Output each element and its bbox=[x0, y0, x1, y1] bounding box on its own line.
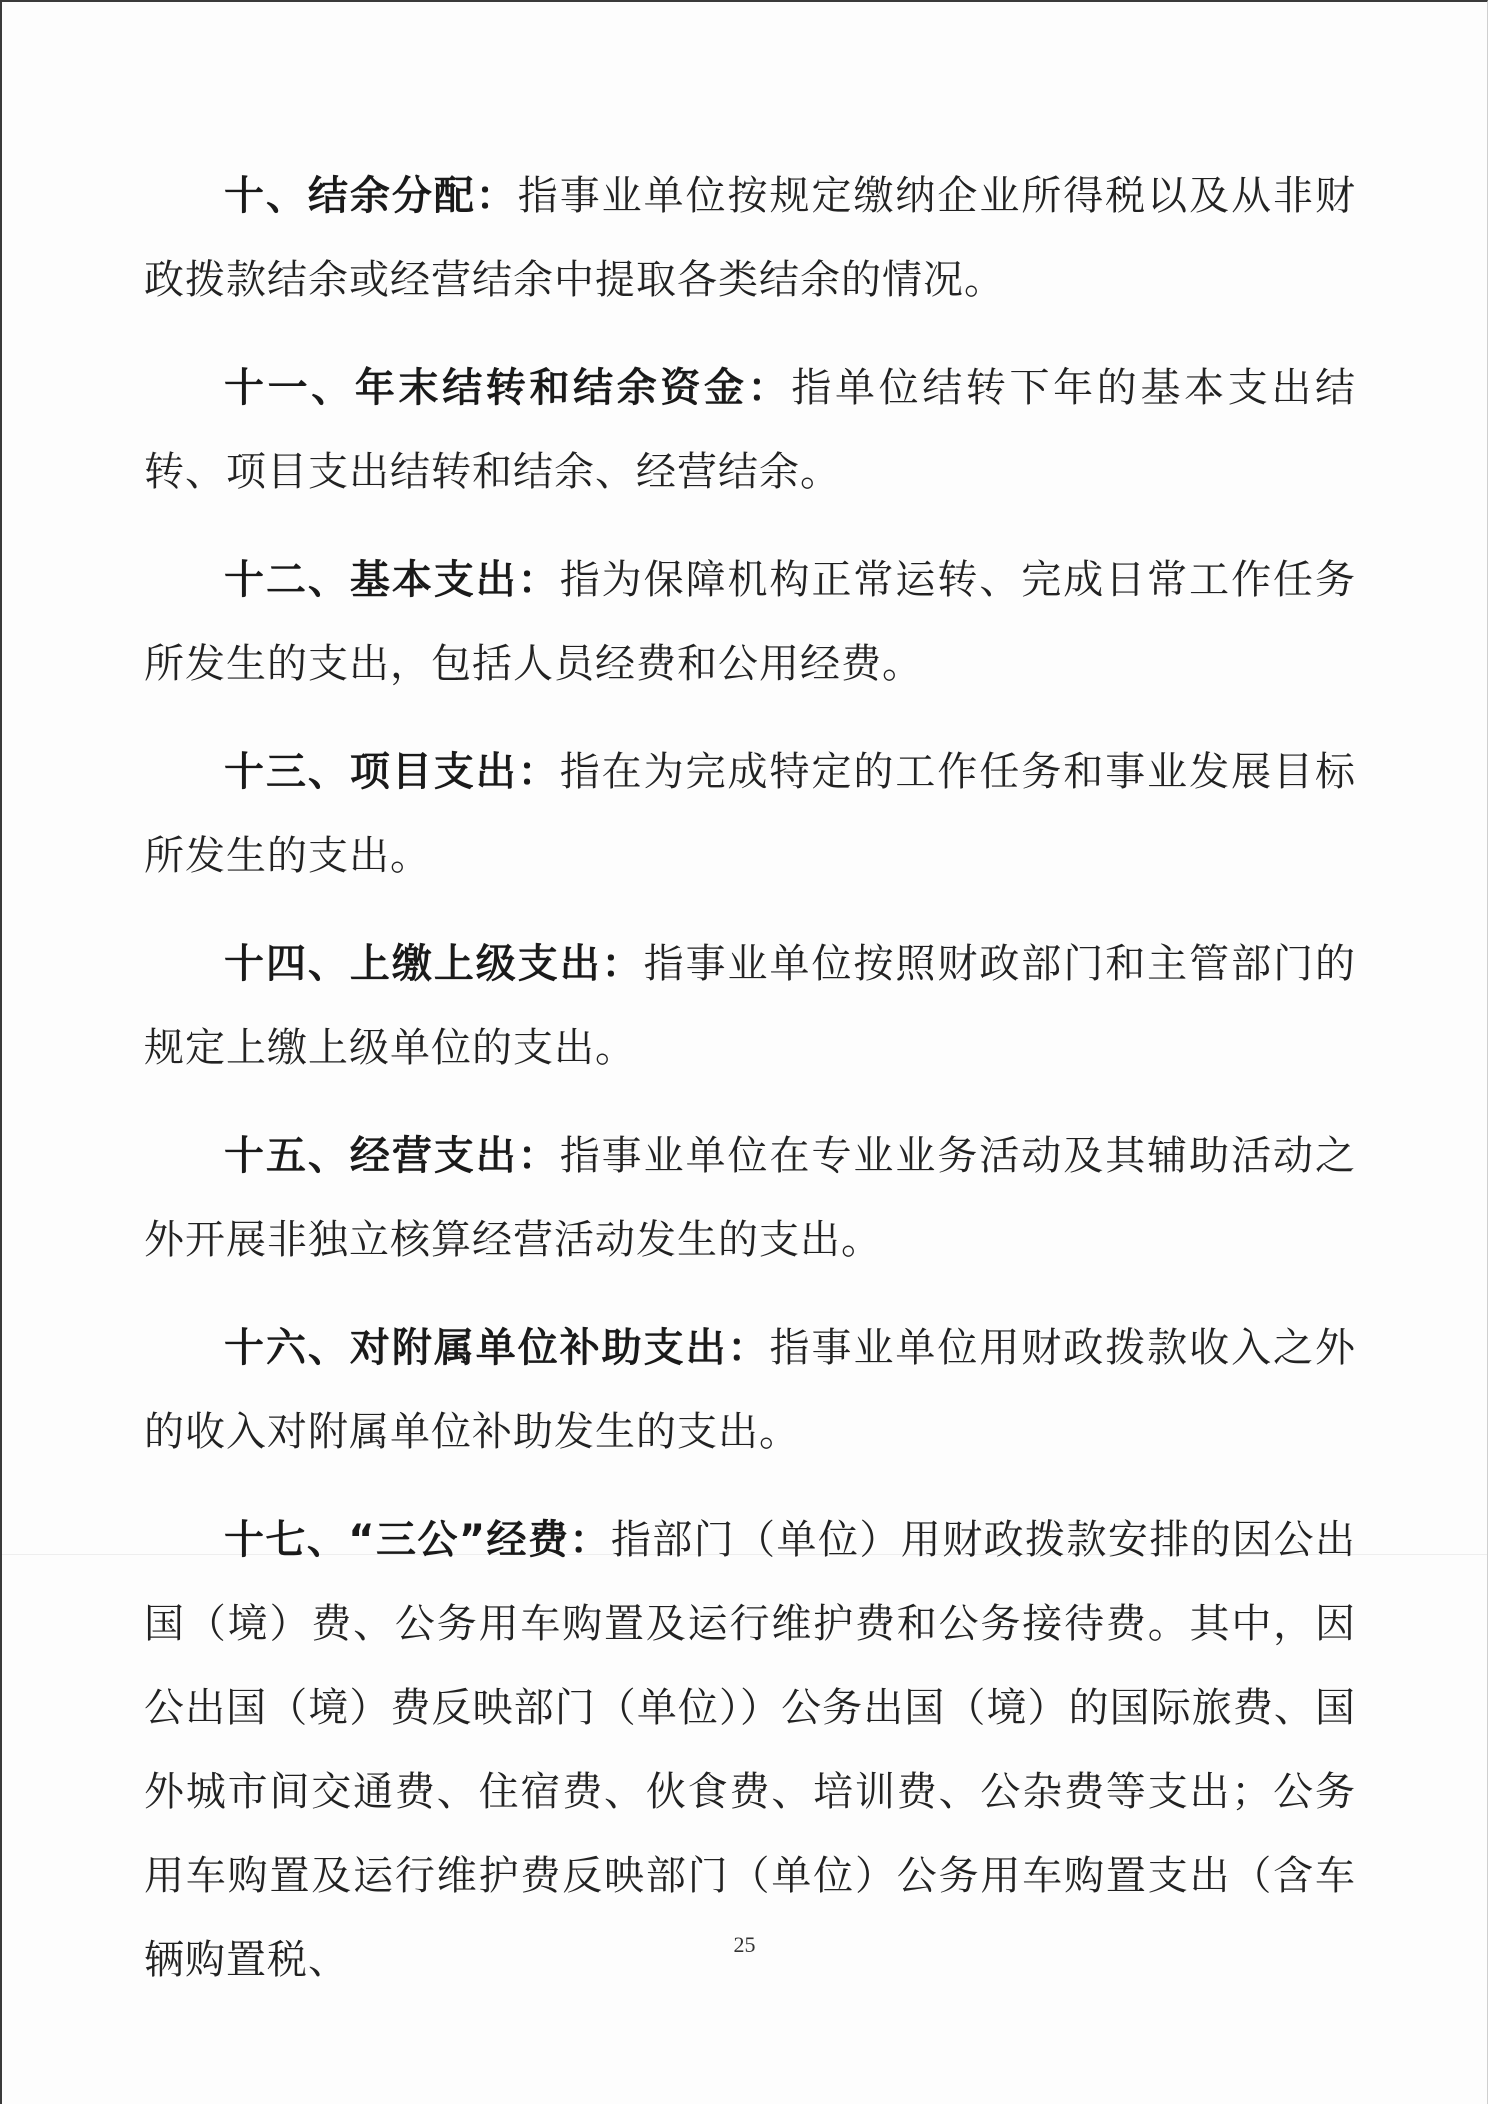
paragraph-jieyu-fenpei bbox=[144, 154, 1356, 322]
term-heading: 经营支出： bbox=[349, 1133, 560, 1179]
term-heading: 对附属单位补助支出： bbox=[349, 1325, 770, 1371]
paragraph-text: 指部门（单位）用财政拨款安排的因公出国（境）费、公务用车购置及运行维护费和公务接待费。其中，因公出国（境）费反映部门（单位））公务出国（境）的国际旅费、国外城市间交通费、住宿费、伙食费、培训费、公杂费等支出；公务用车购置及运行维护费反映部门（单位）公务用车购置支出（含车辆购置税、 bbox=[144, 1517, 1357, 1983]
term-heading: 年末结转和结余资金： bbox=[354, 365, 792, 411]
paragraph-sangong-jingfei bbox=[144, 1498, 1356, 2002]
paragraph-jiben-zhichu bbox=[144, 538, 1356, 706]
paragraph-number: 十四、 bbox=[224, 941, 350, 987]
paragraph-shangjiao-shangji bbox=[144, 922, 1356, 1090]
paragraph-number: 十六、 bbox=[224, 1325, 350, 1371]
term-heading: 结余分配： bbox=[307, 173, 518, 219]
paragraph-jingying-zhichu bbox=[144, 1114, 1356, 1282]
paragraph-text: 指单位结转下年的基本支出结转、项目支出结转和结余、经营结余。 bbox=[144, 365, 1357, 495]
paragraph-text: 指为保障机构正常运转、完成日常工作任务所发生的支出，包括人员经费和公用经费。 bbox=[144, 557, 1357, 687]
paragraph-text: 指事业单位在专业业务活动及其辅助活动之外开展非独立核算经营活动发生的支出。 bbox=[144, 1133, 1357, 1263]
paragraph-text: 指事业单位用财政拨款收入之外的收入对附属单位补助发生的支出。 bbox=[144, 1325, 1357, 1455]
paragraph-number: 十一、 bbox=[224, 365, 355, 411]
document-body bbox=[144, 154, 1356, 2026]
paragraph-nianmo-jiezhuan bbox=[144, 346, 1356, 514]
paragraph-number: 十七、 bbox=[224, 1517, 349, 1563]
paragraph-text: 指事业单位按照财政部门和主管部门的规定上缴上级单位的支出。 bbox=[144, 941, 1357, 1071]
paragraph-fushu-buzhu bbox=[144, 1306, 1356, 1474]
paragraph-text: 指在为完成特定的工作任务和事业发展目标所发生的支出。 bbox=[144, 749, 1357, 879]
term-heading: “三公”经费： bbox=[348, 1517, 611, 1563]
paragraph-number: 十三、 bbox=[224, 749, 350, 795]
term-heading: 基本支出： bbox=[349, 557, 560, 603]
paragraph-number: 十、 bbox=[224, 173, 308, 219]
paragraph-number: 十二、 bbox=[224, 557, 350, 603]
paragraph-xiangmu-zhichu bbox=[144, 730, 1356, 898]
paragraph-number: 十五、 bbox=[224, 1133, 350, 1179]
paragraph-text: 指事业单位按规定缴纳企业所得税以及从非财政拨款结余或经营结余中提取各类结余的情况。 bbox=[144, 173, 1357, 303]
term-heading: 上缴上级支出： bbox=[349, 941, 644, 987]
term-heading: 项目支出： bbox=[349, 749, 560, 795]
page-number: 25 bbox=[733, 1932, 756, 1957]
